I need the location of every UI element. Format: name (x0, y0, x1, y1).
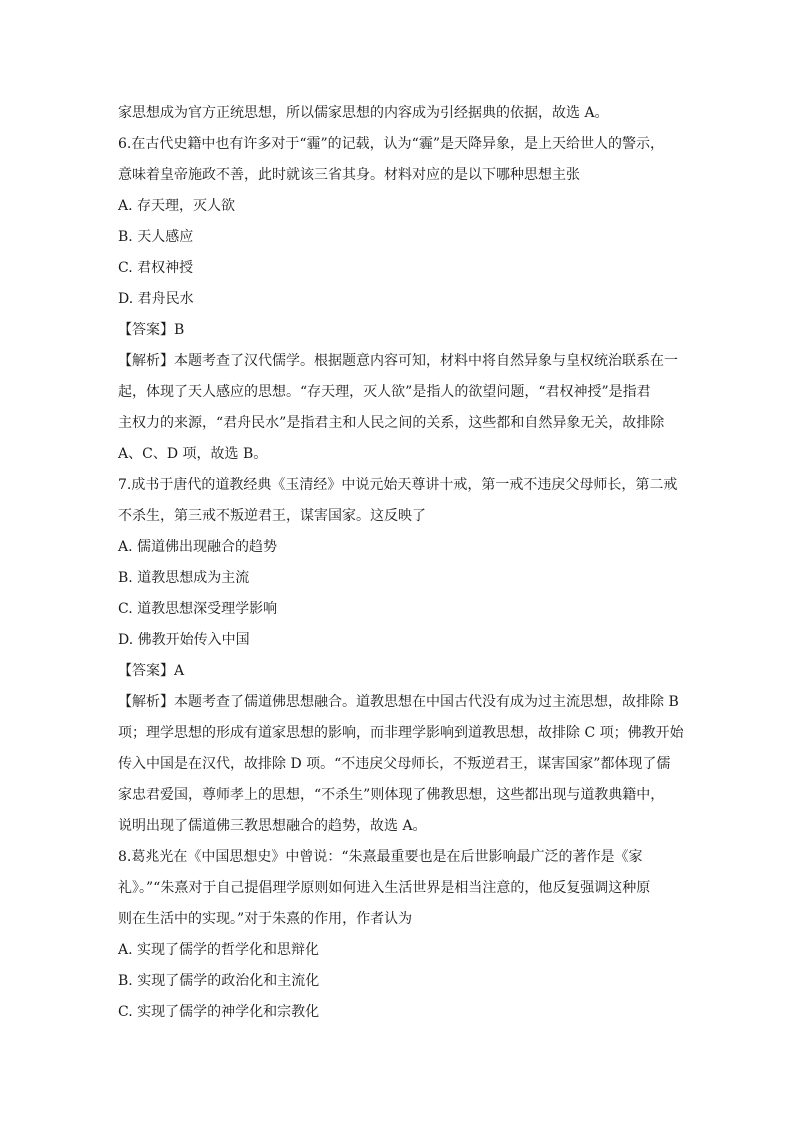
question-7-answer: 【答案】A (118, 663, 185, 679)
question-7-option-a: A. 儒道佛出现融合的趋势 (118, 539, 278, 555)
question-6-analysis: 主权力的来源，“君舟民水”是指君主和人民之间的关系，这些都和自然异象无关，故排除 (118, 415, 665, 431)
question-6-analysis: A、C、D 项，故选 B。 (118, 446, 268, 462)
question-8-stem: 则在生活中的实现。”对于朱熹的作用，作者认为 (118, 911, 413, 927)
question-8-stem: 礼》。”“朱熹对于自己提倡理学原则如何进入生活世界是相当注意的，他反复强调这种原 (118, 880, 651, 896)
question-7-analysis: 家忠君爱国，尊师孝上的思想，“不杀生”则体现了佛教思想，这些都出现与道教典籍中， (118, 787, 665, 803)
question-7-analysis: 说明出现了儒道佛三教思想融合的趋势，故选 A。 (118, 818, 427, 834)
question-7-analysis: 传入中国是在汉代，故排除 D 项。“不违戾父母师长，不叛逆君王，谋害国家”都体现了儒 (118, 756, 671, 772)
question-6-analysis: 起，体现了天人感应的思想。“存天理，灭人欲”是指人的欲望问题，“君权神授”是指君 (118, 384, 651, 400)
question-8-option-c: C. 实现了儒学的神学化和宗教化 (118, 1004, 320, 1020)
text-line: 家思想成为官方正统思想，所以儒家思想的内容成为引经据典的依据，故选 A。 (118, 105, 609, 121)
question-7-analysis: 【解析】本题考查了儒道佛思想融合。道教思想在中国古代没有成为过主流思想，故排除 B (118, 694, 679, 710)
question-6-stem: 6.在古代史籍中也有许多对于“霾”的记载，认为“霾”是天降异象，是上天给世人的警示， (118, 136, 664, 152)
question-7-option-d: D. 佛教开始传入中国 (118, 632, 250, 648)
question-7-option-c: C. 道教思想深受理学影响 (118, 601, 278, 617)
question-6-option-c: C. 君权神授 (118, 260, 194, 276)
question-6-analysis: 【解析】本题考查了汉代儒学。根据题意内容可知，材料中将自然异象与皇权统治联系在一 (118, 353, 678, 369)
question-6-option-d: D. 君舟民水 (118, 291, 194, 307)
question-7-option-b: B. 道教思想成为主流 (118, 570, 250, 586)
question-7-analysis: 项；理学思想的形成有道家思想的影响，而非理学影响到道教思想，故排除 C 项；佛教开始 (118, 725, 684, 741)
question-8-stem: 8.葛兆光在《中国思想史》中曾说：“朱熹最重要也是在后世影响最广泛的著作是《家 (118, 849, 643, 865)
question-6-stem: 意味着皇帝施政不善，此时就该三省其身。材料对应的是以下哪种思想主张 (118, 167, 580, 183)
question-6-option-a: A. 存天理，灭人欲 (118, 198, 236, 214)
question-8-option-b: B. 实现了儒学的政治化和主流化 (118, 973, 320, 989)
document-body (118, 98, 684, 1028)
question-6-option-b: B. 天人感应 (118, 229, 194, 245)
question-8-option-a: A. 实现了儒学的哲学化和思辩化 (118, 942, 320, 958)
question-6-answer: 【答案】B (118, 322, 185, 338)
question-7-stem: 不杀生，第三戒不叛逆君王，谋害国家。这反映了 (118, 508, 426, 524)
question-7-stem: 7.成书于唐代的道教经典《玉清经》中说元始天尊讲十戒，第一戒不违戾父母师长，第二戒 (118, 477, 678, 493)
